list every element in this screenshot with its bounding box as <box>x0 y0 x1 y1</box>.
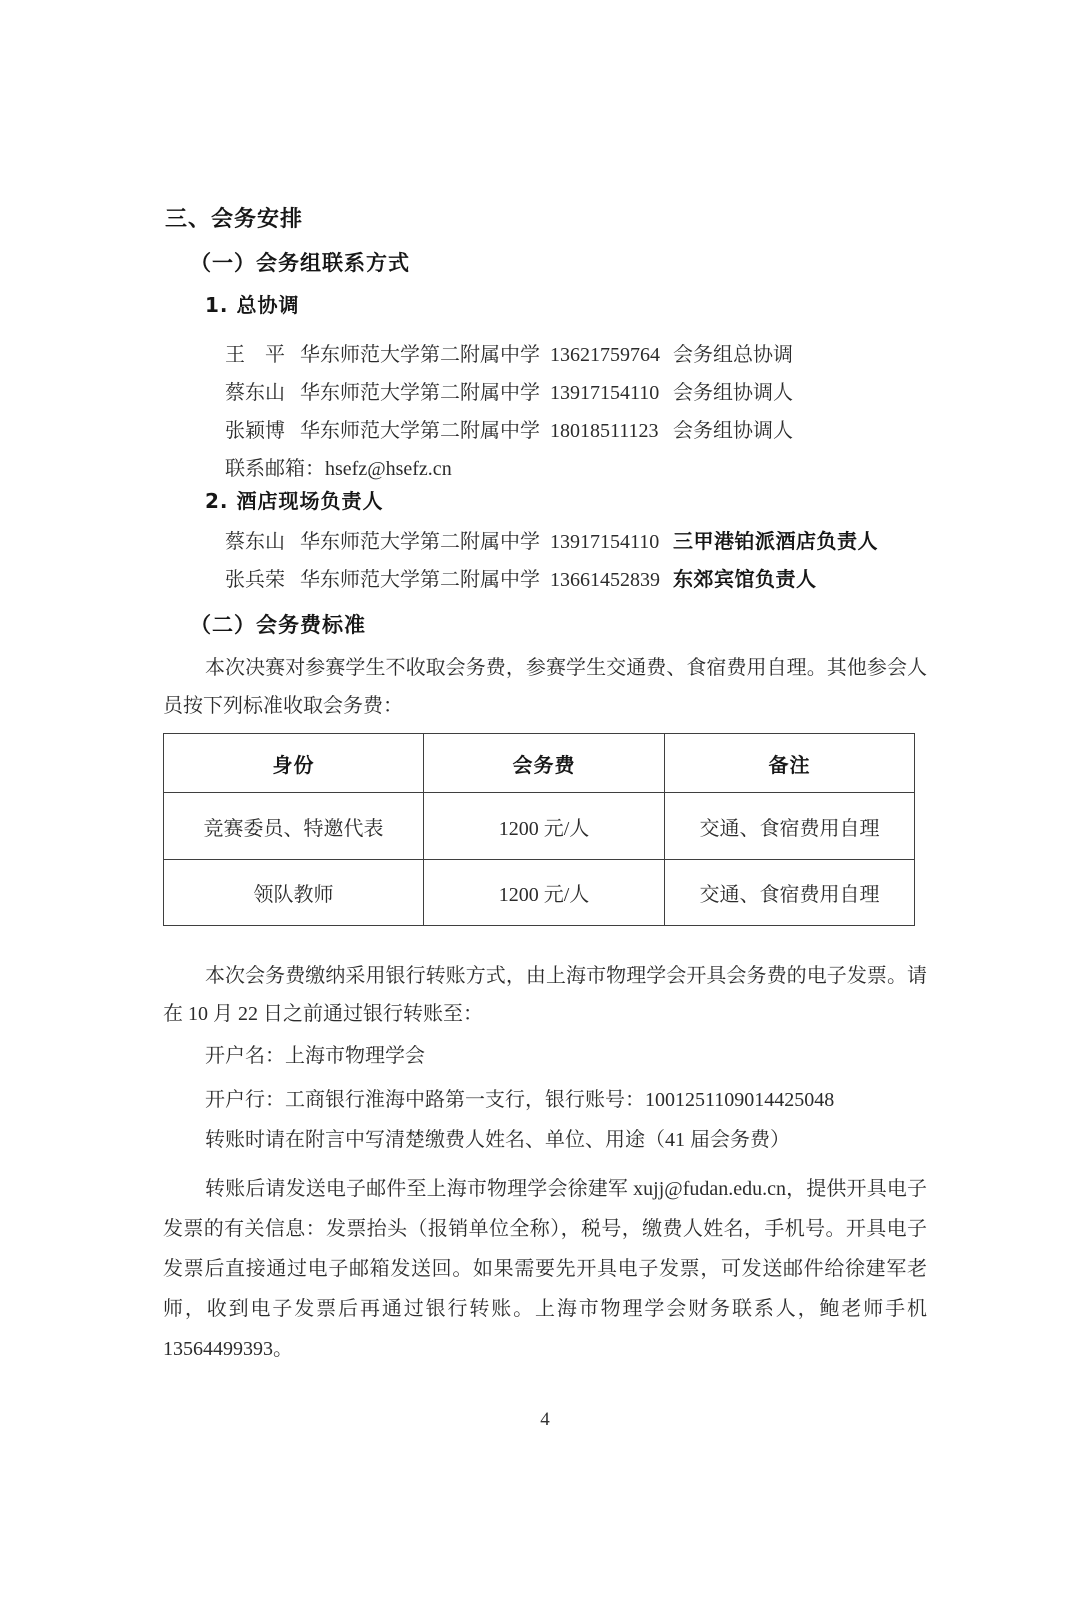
contact-organization: 华东师范大学第二附属中学 <box>300 420 540 442</box>
fee-table-header-fee: 会务费 <box>424 734 665 793</box>
contact-name: 张兵荣 <box>225 569 285 591</box>
contact-role: 三甲港铂派酒店负责人 <box>673 529 878 553</box>
contact-row <box>225 374 927 412</box>
fee-table-cell-note: 交通、食宿费用自理 <box>665 860 915 926</box>
contact-name: 蔡东山 <box>225 382 285 404</box>
contact-name: 王 平 <box>225 344 285 366</box>
section-title: 三、会务安排 <box>165 207 304 232</box>
contact-email-line: 联系邮箱：hsefz@hsefz.cn <box>225 458 452 480</box>
document-page <box>0 207 1080 1608</box>
contact-phone: 13621759764 <box>550 344 660 366</box>
coordinator-contact-list <box>163 336 927 488</box>
contact-organization: 华东师范大学第二附属中学 <box>300 344 540 366</box>
contact-phone: 13917154110 <box>550 382 660 404</box>
contact-phone: 13661452839 <box>550 569 660 591</box>
contact-row <box>225 522 927 560</box>
fee-table-cell-identity: 领队教师 <box>164 860 424 926</box>
contact-name: 蔡东山 <box>225 531 285 553</box>
contact-row <box>225 336 927 374</box>
fee-table-row <box>164 793 915 860</box>
bank-account-line: 开户行：工商银行淮海中路第一支行，银行账号：1001251109014425048 <box>205 1089 835 1111</box>
subsection-1-heading: （一）会务组联系方式 <box>190 251 410 275</box>
contact-organization: 华东师范大学第二附属中学 <box>300 531 540 553</box>
fee-table-row <box>164 860 915 926</box>
contact-role: 东郊宾馆负责人 <box>673 567 817 591</box>
account-name-line: 开户名：上海市物理学会 <box>205 1045 425 1067</box>
transfer-memo-line: 转账时请在附言中写清楚缴费人姓名、单位、用途（41 届会务费） <box>205 1129 790 1151</box>
invoice-instructions-paragraph: 转账后请发送电子邮件至上海市物理学会徐建军 xujj@fudan.edu.cn，提供开具电子发票的有关信息：发票抬头（报销单位全称），税号，缴费人姓名，手机号。开具电子发票后直接通过电子邮箱发送回。如果需要先开具电子发票，可发送邮件给徐建军老师，收到电子发票后再通过银行转账。上海市物理学会财务联系人，鲍老师手机 13564499393。 <box>163 1178 927 1360</box>
contact-phone: 13917154110 <box>550 531 660 553</box>
contact-name: 张颖博 <box>225 420 285 442</box>
contact-role: 会务组总协调 <box>673 344 793 366</box>
page-number: 4 <box>540 1409 550 1430</box>
contact-organization: 华东师范大学第二附属中学 <box>300 382 540 404</box>
fee-table-header-identity: 身份 <box>164 734 424 793</box>
payment-method-paragraph: 本次会务费缴纳采用银行转账方式，由上海市物理学会开具会务费的电子发票。请在 10 月 22 日之前通过银行转账至： <box>163 965 927 1025</box>
contact-role: 会务组协调人 <box>673 382 793 404</box>
subsection-1-2-heading: 2. 酒店现场负责人 <box>205 489 384 513</box>
contact-role: 会务组协调人 <box>673 420 793 442</box>
fee-table-header-note: 备注 <box>665 734 915 793</box>
fee-table <box>163 733 915 926</box>
hotel-contact-list <box>163 522 927 598</box>
contact-row <box>225 560 927 598</box>
fee-table-cell-note: 交通、食宿费用自理 <box>665 793 915 860</box>
fee-table-cell-identity: 竞赛委员、特邀代表 <box>164 793 424 860</box>
fee-table-header-row <box>164 734 915 793</box>
contact-organization: 华东师范大学第二附属中学 <box>300 569 540 591</box>
subsection-1-1-heading: 1. 总协调 <box>205 293 300 317</box>
contact-row <box>225 412 927 450</box>
fee-intro-paragraph: 本次决赛对参赛学生不收取会务费，参赛学生交通费、食宿费用自理。其他参会人员按下列标准收取会务费： <box>163 657 927 717</box>
contact-phone: 18018511123 <box>550 420 659 442</box>
fee-table-cell-fee: 1200 元/人 <box>424 793 665 860</box>
subsection-2-heading: （二）会务费标准 <box>190 613 366 637</box>
fee-table-cell-fee: 1200 元/人 <box>424 860 665 926</box>
